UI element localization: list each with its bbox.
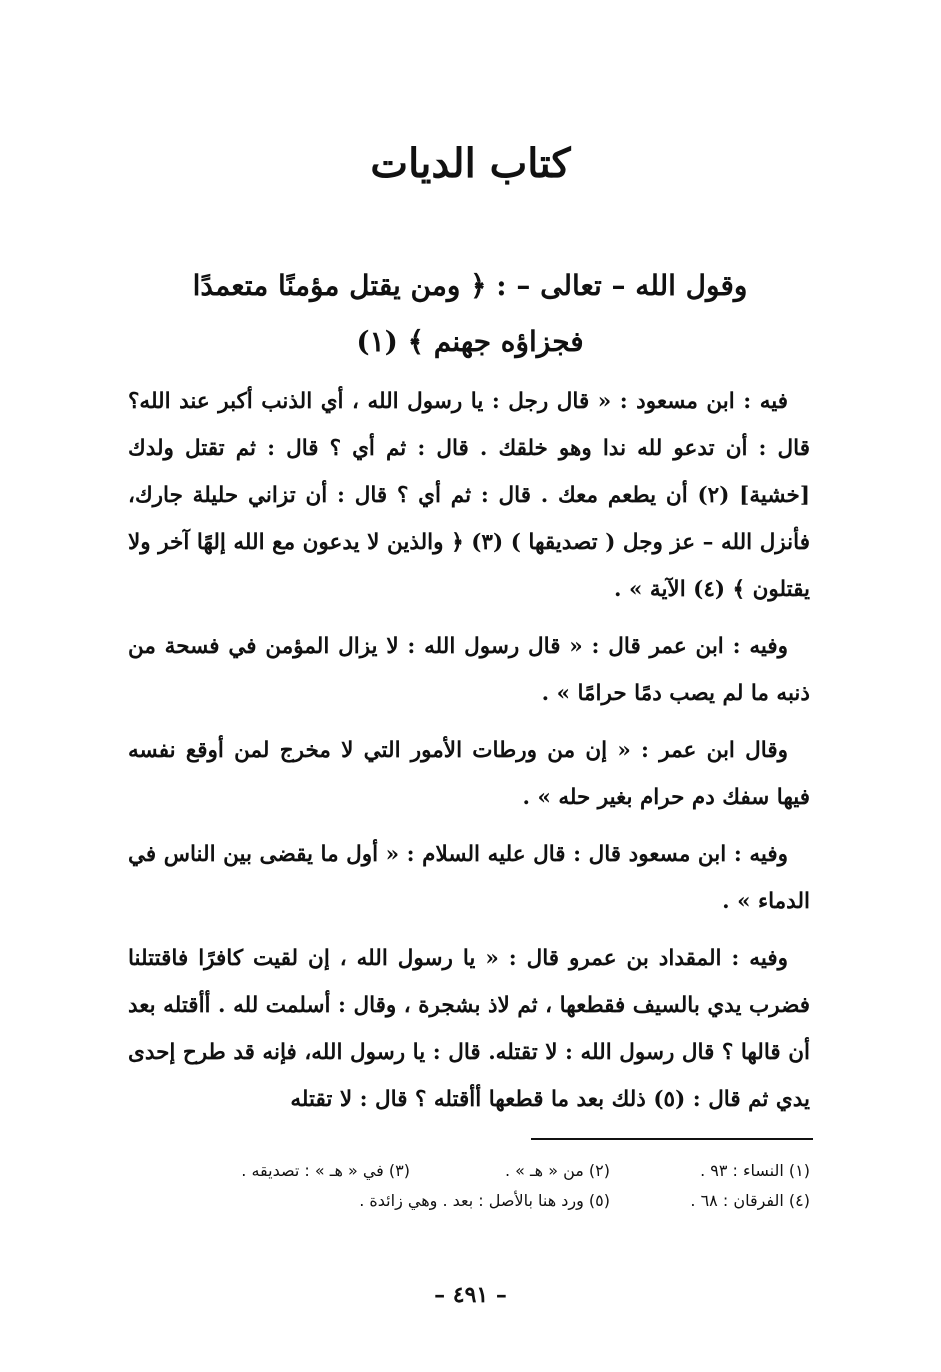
footnote-divider [531,1138,813,1140]
footnotes [128,1156,810,1216]
paragraph: وفيه : ابن عمر قال : « قال رسول الله : لا يزال المؤمن في فسحة من ذنبه ما لم يصب دمًا حرامًا » . [128,634,810,706]
paragraph: وفيه : المقداد بن عمرو قال : « يا رسول الله ، إن لقيت كافرًا فاقتتلنا فضرب يدي بالسيف فقطعها ، ثم لاذ بشجرة ، وقال : أسلمت لله . أأقتله بعد أن قالها ؟ قال رسول الله : لا تقتله. قال : يا رسول الله، فإنه قد طرح إحدى يدي ثم قال : (٥) ذلك بعد ما قطعها أأقتله ؟ قال : لا تقتله [128,946,810,1112]
body-text [128,378,810,1133]
paragraph: وقال ابن عمر : « إن من ورطات الأمور التي لا مخرج لمن أوقع نفسه فيها سفك دم حرام بغير حله » . [128,738,810,810]
footnote: (٥) ورد هنا بالأصل : بعد . وهي زائدة . [359,1191,610,1210]
page-number: – ٤٩١ – [434,1282,507,1308]
footnote: (١) النساء : ٩٣ . [700,1161,810,1180]
book-title: كتاب الديات [370,140,571,187]
footnote-row [128,1186,810,1216]
footnote-row [128,1156,810,1186]
footnote: (٤) الفرقان : ٦٨ . [690,1191,810,1210]
paragraph: فيه : ابن مسعود : « قال رجل : يا رسول الله ، أي الذنب أكبر عند الله؟ قال : أن تدعو لله ندا وهو خلقك . قال : ثم أي ؟ قال : ثم تقتل ولدك [خشية] (٢) أن يطعم معك . قال : ثم أي ؟ قال : أن تزاني حليلة جارك، فأنزل الله – عز وجل ( تصديقها ) (٣) ﴿ والذين لا يدعون مع الله إلهًا آخر ولا يقتلون ﴾ (٤) الآية » . [128,389,810,602]
chapter-heading: وقول الله – تعالى – : ﴿ ومن يقتل مؤمنًا متعمدًا فجزاؤه جهنم ﴾ (١) [192,269,748,358]
footnote: (٢) من « هـ » . [504,1161,610,1180]
paragraph: وفيه : ابن مسعود قال : قال عليه السلام : « أول ما يقضى بين الناس في الدماء » . [128,842,810,914]
footnote: (٣) في « هـ » : تصديقه . [241,1161,410,1180]
